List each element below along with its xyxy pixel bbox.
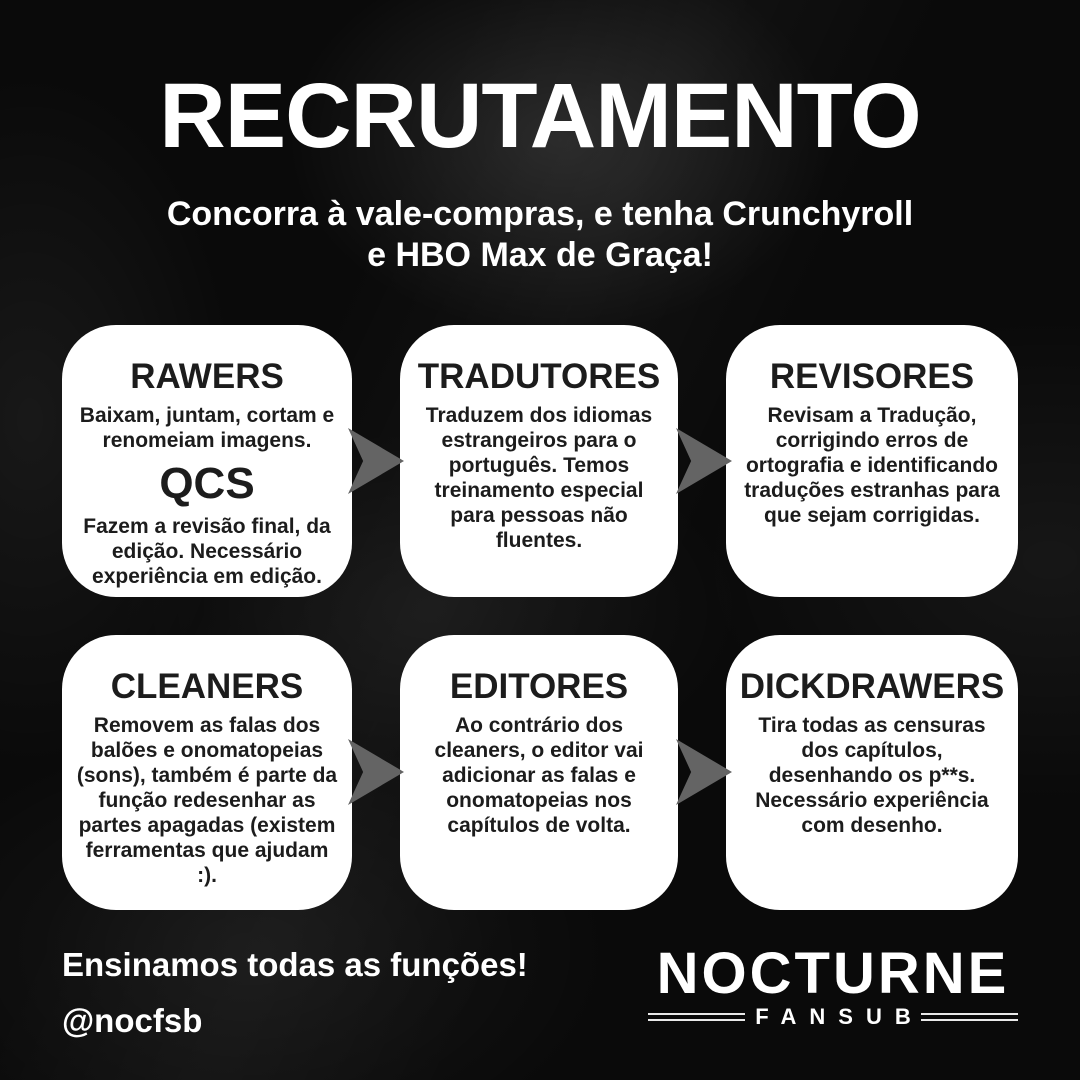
- role-card-description: Tira todas as censuras dos capítulos, desenhando os p**s. Necessário experiência com desenho.: [755, 713, 989, 837]
- role-card-heading: TRADUTORES: [417, 357, 661, 396]
- role-card-description: Removem as falas dos balões e onomatopeias (sons), também é parte da função redesenhar as partes apagadas (existem ferramentas que ajudam :).: [76, 713, 338, 887]
- footer-teach-text: Ensinamos todas as funções!: [62, 946, 528, 983]
- role-card-revisores: [726, 325, 1018, 597]
- arrow-right-icon: [348, 739, 404, 805]
- footer-social-handle: @nocfsb: [62, 1002, 203, 1039]
- role-card-heading: RAWERS: [130, 357, 284, 396]
- role-card-description: Fazem a revisão final, da edição. Necessário experiência em edição.: [83, 514, 331, 588]
- role-card-rawers: [62, 325, 352, 597]
- role-card-tradutores: [400, 325, 678, 597]
- subtitle-line-1: Concorra à vale-compras, e tenha Crunchyroll: [166, 195, 914, 233]
- poster-subtitle: [0, 194, 1080, 276]
- subtitle-line-2: e HBO Max de Graça!: [367, 236, 713, 274]
- role-card-cleaners: [62, 635, 352, 910]
- role-card-description: Traduzem dos idiomas estrangeiros para o português. Temos treinamento especial para pessoas não fluentes.: [425, 403, 653, 552]
- page-title: RECRUTAMENTO: [159, 65, 921, 167]
- role-card-heading: CLEANERS: [110, 667, 304, 706]
- role-card-heading: DICKDRAWERS: [739, 667, 1005, 706]
- logo-name: NOCTURNE: [656, 941, 1010, 1006]
- arrow-right-icon: [348, 428, 404, 494]
- logo-rule-left: [648, 1013, 745, 1021]
- logo-subtitle-row: [648, 1004, 1018, 1030]
- roles-grid: [62, 325, 1018, 910]
- logo-rule-right: [921, 1013, 1018, 1021]
- role-card-dickdrawers: [726, 635, 1018, 910]
- role-card-editores: [400, 635, 678, 910]
- arrow-right-icon: [676, 739, 732, 805]
- role-card-heading: EDITORES: [449, 667, 629, 706]
- nocturne-fansub-logo: [648, 941, 1018, 1030]
- role-card-description: Baixam, juntam, cortam e renomeiam imagens.: [79, 403, 335, 452]
- role-card-heading: QCS: [159, 458, 255, 508]
- role-card-heading: REVISORES: [769, 357, 975, 396]
- logo-subname: FANSUB: [755, 1004, 924, 1029]
- role-card-description: Revisam a Tradução, corrigindo erros de ortografia e identificando traduções estranhas para que sejam corrigidas.: [744, 403, 1000, 527]
- role-card-description: Ao contrário dos cleaners, o editor vai adicionar as falas e onomatopeias nos capítulos de volta.: [434, 713, 644, 837]
- arrow-right-icon: [676, 428, 732, 494]
